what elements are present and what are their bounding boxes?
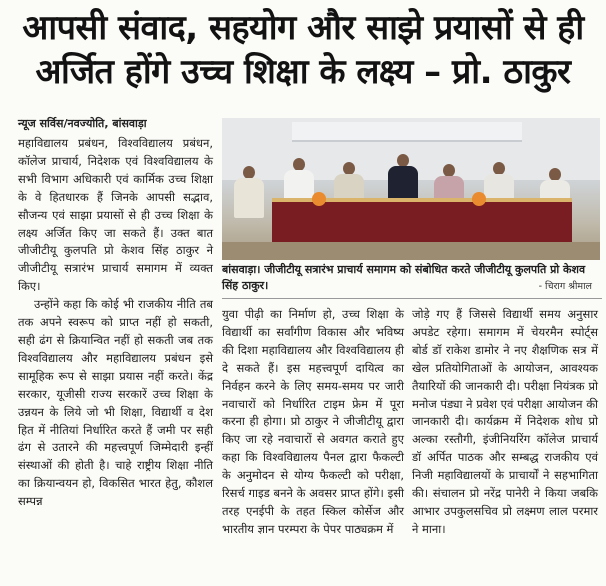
article-paragraph-1: महाविद्यालय प्रबंधन, विश्वविद्यालय प्रबंधन, कॉलेज प्राचार्य, निदेशक एवं विश्वविद्यालय के सभी विभाग अधिकारी एवं कार्मिक उच्च शिक्षा के वे हितधारक हैं जिनके आपसी सद्भाव, सौजन्य एवं साझा प्रयासों से ही उच्च शिक्षा के लक्ष्य अर्जित किए जा सकते हैं। उक्त बात जीजीटीयू कुलपति प्रो केशव सिंह ठाकुर ने जीजीटीयू सत्रारंभ प्राचार्य समागम में व्यक्त किए। [18, 136, 213, 294]
headline-line-2: अर्जित होंगे उच्च शिक्षा के लक्ष्य – प्रो. ठाकुर [35, 52, 571, 92]
stage-banner [292, 122, 522, 142]
photo-credit: - चिराग श्रीमाल [538, 281, 592, 292]
article-paragraph-2: उन्होंने कहा कि कोई भी राजकीय नीति तब तक अपने स्वरूप को प्राप्त नहीं हो सकती, सही ढंग से क्रियान्वित नहीं हो सकती जब तक विश्वविद्यालय और महाविद्यालय प्रबंधन इसे सामूहिक रूप से साझा प्रयास नहीं करते। केंद्र सरकार, यूजीसी राज्य सरकारें उच्च शिक्षा के उन्नयन के लिये जो भी शिक्षा, विद्यार्थी व देश हित में नीतियां निर्धारित करते हैं जमी पर सही ढंग से उतारने की महत्त्वपूर्ण जिम्मेदारी इन्हीं संस्थाओं की होती है। चाहे राष्ट्रीय शिक्षा नीति का क्रियान्वयन हो, विकसित भारत हेतु, कौशल सम्पन्न [18, 297, 213, 509]
flower-decoration [312, 192, 326, 206]
headline [0, 6, 606, 94]
article-column-2-text: युवा पीढ़ी का निर्माण हो, उच्च शिक्षा के विद्यार्थी का सर्वांगीण विकास और भविष्य की दिशा महाविद्यालय और विश्वविद्यालय ही दे सकते हैं। इस महत्त्वपूर्ण दायित्व का निर्वहन करने के लिए समय-समय पर जारी नवाचारों को निर्धारित टाइम फ्रेम में पूरा करना ही होगा। प्रो ठाकुर ने जीजीटीयू द्वारा किए जा रहे नवाचारों से अवगत कराते हुए कहा कि विश्वविद्यालय पैनल द्वारा फैकल्टी के अनुमोदन से योग्य फैकल्टी को परीक्षा, रिसर्च गाइड बनने के अवसर प्राप्त होंगे। इसी तरह एनईपी के तहत स्किल कोर्सेज और भारतीय ज्ञान परम्परा के पेपर पाठ्यक्रम में [222, 307, 404, 536]
flower-decoration [472, 192, 486, 206]
article-column-1 [18, 135, 213, 511]
stage-floor [222, 242, 600, 260]
headline-line-1: आपसी संवाद, सहयोग और साझे प्रयासों से ही [22, 8, 584, 48]
article-column-3-text: जोड़े गए हैं जिससे विद्यार्थी समय अनुसार अपडेट रहेगा। समागम में चेयरमैन स्पोर्ट्स बोर्ड डॉ राकेश डामोर ने नए शैक्षणिक सत्र में खेल प्रतियोगिताओं के आयोजन, आवश्यक तैयारियों की जानकारी दी। परीक्षा नियंत्रक प्रो मनोज पंड्या ने प्रवेश एवं परीक्षा आयोजन की जानकारी दी। कार्यक्रम में निदेशक शोध प्रो अल्का रस्तौगी, इंजीनियरिंग कॉलेज प्राचार्य डॉ अर्पित पाठक और सम्बद्ध राजकीय एवं निजी महाविद्यालयों के प्राचार्यों ने सहभागिता की। संचालन प्रो नरेंद्र पानेरी ने किया जबकि आभार उपकुलसचिव प्रो लक्ष्मण लाल परमार ने माना। [412, 307, 598, 536]
article-column-2 [222, 306, 404, 539]
article-column-3 [412, 306, 598, 539]
byline: न्यूज सर्विस/नवज्योति, बांसवाड़ा [18, 117, 147, 130]
photo-caption: बांसवाड़ा। जीजीटीयू सत्रारंभ प्राचार्य समागम को संबोधित करते जीजीटीयू कुलपति प्रो केशव सिंह ठाकुर। [222, 263, 586, 292]
event-photo [222, 118, 600, 260]
caption-divider [222, 298, 602, 299]
